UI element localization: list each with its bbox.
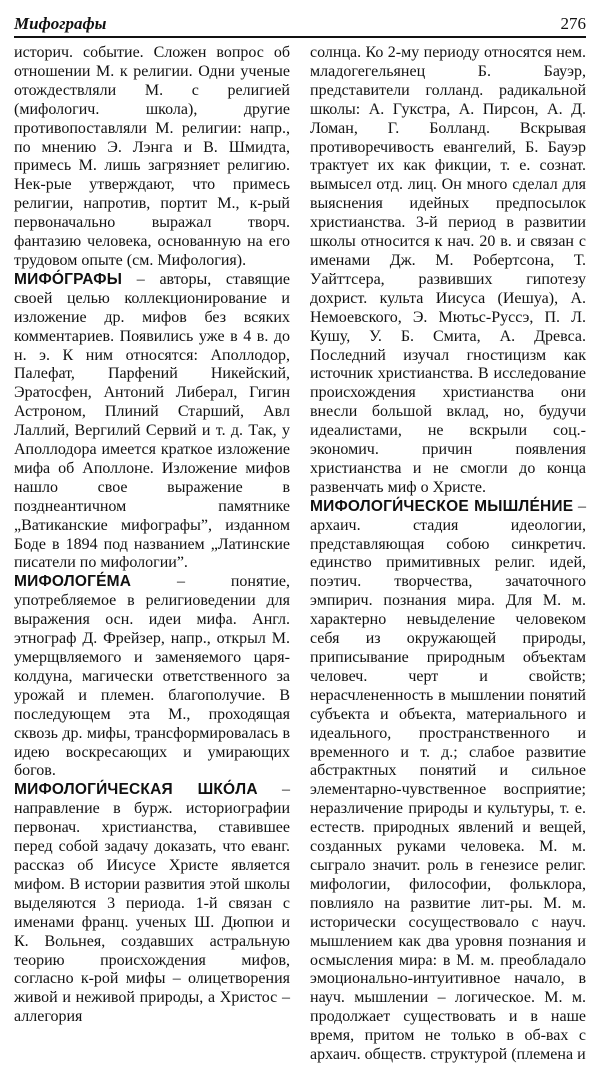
entry-mifografy [14,271,290,574]
left-column [14,44,290,1065]
entry-headword: МИФОЛОГИ́ЧЕСКОЕ МЫШЛЕ́НИЕ [310,497,574,515]
entry-headword: МИФОЛОГЕ́МА [14,573,132,591]
entry-mifologicheskoe-myshlenie [310,498,586,1065]
header-rule [14,36,586,38]
entry-headword: МИФОЛОГИ́ЧЕСКАЯ ШКО́ЛА [14,781,258,799]
entry-mifologicheskaya-shkola [14,781,290,1027]
entry-text: – понятие, употребляемое в религиоведении для выражения осн. идеи мифа. Англ. этнограф Д. Фрейзер, напр., открыл М. умерщвляемого и заменяемого царя-колдуна, магически ответственного за урожай и племен. благополучие. В последующем эта М., проходящая сквозь др. мифы, трансформировалась в идею воскресающих и умирающих богов. [14,573,290,780]
page-header [14,8,586,34]
running-title: Мифографы [14,14,107,33]
right-column [310,44,586,1065]
continued-text: историч. событие. Сложен вопрос об отношении М. к религии. Одни ученые отождествляли М. с религией (мифологич. школа), другие противопоставляли М. религии: напр., по мнению Э. Лэнга и В. Шмидта, примесь М. лишь загрязняет религию. Нек-рые утверждают, что примесь религии, напротив, портит М., к-рый первоначально выражал творч. фантазию человека, основанную на его трудовом опыте (см. Мифология). [14,44,290,269]
text-columns [14,44,586,1065]
entry-text: – архаич. стадия идеологии, представляющая собою синкретич. единство примитивных религ. идей, поэтич. творчества, зачаточного эмпирич. познания мира. Для М. м. характерно невыделение человеком себя из окружающей природы, приписывание природным объектам человеч. черт и свойств; нерасчлененность в мышлении понятий субъекта и объекта, материального и идеального, пространственного и временного и т. д.; слабое развитие абстрактных понятий и сильное элементарно-чувственное восприятие; неразличение природы и культуры, т. е. естеств. природных явлений и вещей, созданных руками человека. М. м. сыграло значит. роль в генезисе религ. мифологии, философии, фольклора, повлияло на развитие лит-ры. М. м. исторически сосуществовало с науч. мышлением как два уровня познания и осмысления мира: в М. м. преобладало эмоционально-интуитивное начало, в науч. мышлении – логическое. М. м. продолжает существовать и в наше время, притом не только в об-вах с архаич. обществ. структурой (племена и [310,497,587,1064]
entry-mifologema [14,573,290,781]
entry-headword: МИФО́ГРАФЫ [14,270,123,288]
continued-text: солнца. Ко 2-му периоду относятся нем. младогегельянец Б. Бауэр, представители голланд. радикальной школы: А. Гукстра, А. Пирсон, А. Д. Ломан, Г. Болланд. Вскрывая противоречивость евангелий, Б. Бауэр трактует их как фикции, т. е. сознат. вымысел отд. лиц. Он много сделал для выяснения идейных предпосылок христианства. 3-й период в развитии школы относится к нач. 20 в. и связан с именами Дж. М. Робертсона, Т. Уайттсера, развивших гипотезу дохрист. культа Иисуса (Иешуа), А. Немоевского, Э. Мютьс-Руссэ, П. Л. Кушу, У. Б. Смита, А. Древса. Последний изучал гностицизм как источник христианства. В исследование происхождения христианства они внесли большой вклад, но, будучи идеалистами, не вскрыли соц.-экономич. причин появления христианства и не смогли до конца развенчать миф о Христе. [310,44,586,496]
page-number: 276 [560,14,586,33]
entry-text: – авторы, ставящие своей целью коллекционирование и изложение др. мифов без всяких комментариев. Появились уже в 4 в. до н. э. К ним относятся: Аполлодор, Палефат, Парфений Никейский, Эратосфен, Антоний Либерал, Гигин Астроном, Плиний Старший, Авл Лаллий, Вергилий Сервий и т. д. Так, у Аполлодора имеется краткое изложение мифа об Аполлоне. Изложение мифов нашло свое выражение в позднеантичном памятнике „Ватиканские мифографы”, изданном Боде в 1894 под названием „Латинские писатели по мифологии”. [14,270,290,572]
entry-text: – направление в бурж. историографии первонач. христианства, ставившее перед собой задачу доказать, что еванг. рассказ об Иисусе Христе является мифом. В истории развития этой школы выделяются 3 периода. 1-й связан с именами франц. ученых Ш. Дюпюи и К. Вольнея, создавших астральную теорию происхождения мифов, согласно к-рой мифы – олицетворения живой и неживой природы, а Христос – аллегория [14,781,290,1026]
